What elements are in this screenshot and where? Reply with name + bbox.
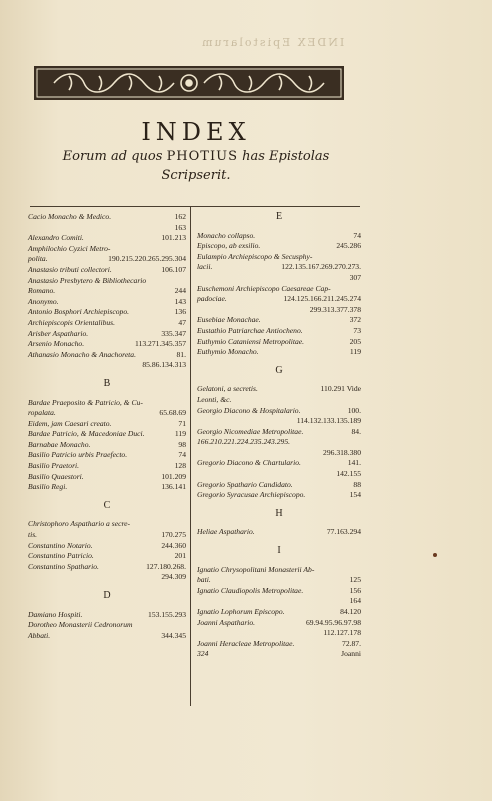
index-entry (28, 307, 186, 318)
entry-pages: 162 (174, 212, 186, 221)
index-entry (28, 350, 186, 361)
entry-pages: 163 (174, 222, 186, 232)
entry-pages: 344.345 (161, 630, 186, 640)
entry-name: Antonio Bosphori Archiepiscopo. (28, 307, 130, 317)
index-entry (28, 519, 186, 530)
index-entry (28, 398, 186, 409)
index-entry (28, 223, 186, 234)
entry-pages: 77.163.294 (326, 527, 361, 537)
entry-name: Gregorio Spathario Candidato. (197, 479, 293, 489)
index-entry (28, 482, 186, 493)
entry-pages: 69.94.95.96.97.98 (305, 617, 361, 627)
entry-pages: 372 (349, 315, 361, 325)
index-entry (197, 490, 361, 501)
entry-pages: 143 (174, 296, 186, 306)
entry-pages: 101.213 (161, 233, 186, 243)
entry-pages: 142.155 (336, 469, 361, 479)
index-entry (197, 596, 361, 607)
entry-pages: 201 (174, 551, 186, 561)
paper-stain (433, 553, 437, 557)
entry-name: Eustathio Patriarchae Antiocheno. (197, 325, 303, 335)
entry-name: Gregorio Diacono & Chartulario. (197, 458, 301, 468)
index-entry (28, 440, 186, 451)
entry-name: Gelatoni, a secretis. (197, 384, 258, 394)
index-entry (197, 649, 361, 660)
index-entry (28, 541, 186, 552)
section-letter: G (275, 364, 283, 376)
entry-pages: 81. (176, 349, 186, 359)
entry-name: Euschemoni Archiepiscopo Caesareae Cap- (197, 283, 331, 293)
left-column (28, 212, 186, 641)
entry-pages: 335.347 (161, 328, 186, 338)
entry-pages: 141. (347, 458, 361, 468)
index-entry (197, 284, 361, 295)
index-entry (28, 562, 186, 573)
entry-name: Arisber Aspathario. (28, 328, 89, 338)
entry-name: Christophoro Aspathario a secre- (28, 519, 131, 529)
entry-name: Romano. (28, 286, 56, 296)
index-entry (28, 254, 186, 265)
section-letter: H (275, 507, 283, 519)
entry-name: Constantino Notario. (28, 540, 93, 550)
index-entry (28, 212, 186, 223)
entry-pages: 136 (174, 307, 186, 317)
entry-name: Damiano Hospiti. (28, 609, 83, 619)
index-entry (28, 276, 186, 287)
entry-name: Eusebiae Monachae. (197, 315, 261, 325)
entry-pages: 205 (349, 336, 361, 346)
index-entry (28, 360, 186, 371)
entry-name: Dorotheo Monasterii Cedronorum (28, 620, 133, 630)
index-entry (197, 416, 361, 427)
entry-pages: 84. (351, 426, 361, 436)
entry-pages: 245.286 (336, 241, 361, 251)
entry-pages: 164 (349, 596, 361, 606)
index-entry (197, 607, 361, 618)
entry-name: 166.210.221.224.235.243.295. (197, 437, 291, 447)
entry-pages: Joanni (341, 649, 361, 659)
right-column (197, 212, 361, 660)
index-entry (28, 329, 186, 340)
entry-name: bati. (197, 575, 211, 585)
entry-name: Anastasio tributi collectori. (28, 264, 112, 274)
index-entry (28, 472, 186, 483)
entry-pages: 119 (174, 429, 186, 439)
entry-name: Leonti, &c. (197, 394, 232, 404)
entry-pages: 154 (349, 490, 361, 500)
entry-name: Ignatio Lophorum Episcopo. (197, 607, 285, 616)
entry-pages: 124.125.166.211.245.274 (283, 294, 361, 304)
index-entry (197, 315, 361, 326)
entry-name: padociae. (197, 294, 227, 304)
index-entry (28, 530, 186, 541)
entry-pages: 136.141 (161, 482, 186, 492)
index-entry (28, 339, 186, 350)
index-entry (197, 458, 361, 469)
entry-pages: 170.275 (161, 530, 186, 540)
index-entry (197, 565, 361, 576)
entry-pages: 84.120 (340, 607, 361, 616)
entry-pages: 125 (349, 575, 361, 585)
section-letter: E (275, 211, 283, 222)
header-rule (30, 206, 360, 207)
entry-name: Basilio Regi. (28, 482, 68, 492)
entry-pages: 294.309 (161, 572, 186, 582)
index-entry (197, 527, 361, 538)
entry-pages: 119 (349, 347, 361, 357)
index-entry (197, 448, 361, 459)
entry-pages: 85.86.134.313 (142, 360, 186, 370)
bleed-through-text: INDEX Epistolarum (200, 36, 345, 49)
index-entry (197, 294, 361, 305)
index-entry (197, 427, 361, 438)
entry-pages: 88 (353, 479, 361, 489)
index-entry (197, 347, 361, 358)
index-entry (28, 551, 186, 562)
entry-name: Heliae Aspathario. (197, 527, 255, 537)
entry-pages: 73 (353, 325, 361, 335)
entry-pages: 72.87. (342, 638, 361, 648)
entry-pages: 74 (353, 230, 361, 240)
index-entry (28, 244, 186, 255)
entry-name: Eidem, jam Caesari creato. (28, 418, 112, 428)
index-subtitle: Eorum ad quos PHOTIUS has Epistolas Scripserit. (62, 149, 330, 183)
index-entry (197, 586, 361, 597)
entry-name: Constantino Spathario. (28, 561, 99, 571)
entry-pages: 114.132.133.135.189 (296, 416, 361, 426)
index-entry (28, 572, 186, 583)
entry-name: ropalata. (28, 408, 56, 418)
entry-pages: 98 (178, 439, 186, 449)
entry-pages: 122.135.167.269.270.273. (281, 262, 361, 272)
index-title: INDEX (141, 118, 251, 146)
entry-name: Bardae Patricio, & Macedoniae Duci. (28, 429, 145, 439)
entry-name: Ignatio Claudiopolis Metropolitae. (197, 585, 304, 595)
entry-pages: 71 (178, 418, 186, 428)
entry-pages: 153.155.293 (148, 609, 186, 619)
index-entry (28, 450, 186, 461)
index-entry (197, 639, 361, 650)
index-entry (197, 618, 361, 629)
entry-name: lacii. (197, 262, 213, 272)
entry-name: Ignatio Chrysopolitani Monasterii Ab- (197, 564, 315, 574)
entry-name: Basilio Quaestori. (28, 471, 84, 481)
index-entry (28, 408, 186, 419)
entry-pages: 65.68.69 (159, 408, 186, 418)
column-divider (190, 206, 191, 706)
index-entry (197, 628, 361, 639)
index-entry (28, 297, 186, 308)
entry-name: Gregorio Syracusae Archiepiscopo. (197, 490, 306, 500)
index-entry (197, 241, 361, 252)
index-entry (28, 631, 186, 642)
index-entry (28, 419, 186, 430)
index-entry (197, 575, 361, 586)
ornamental-headpiece (34, 66, 344, 100)
entry-name: Alexandro Comiti. (28, 233, 84, 243)
index-entry (28, 233, 186, 244)
entry-name: Georgio Diacono & Hospitalario. (197, 405, 301, 415)
entry-name: Archiepiscopis Orientalibus. (28, 317, 116, 327)
entry-pages: 100. (347, 405, 361, 415)
entry-name: Arsenio Monacho. (28, 339, 85, 349)
entry-pages: 101.209 (161, 471, 186, 481)
entry-name: Anonymo. (28, 296, 59, 306)
entry-pages: 127.180.268. (146, 561, 186, 571)
entry-name: polita. (28, 254, 48, 264)
index-entry (28, 429, 186, 440)
index-entry (28, 265, 186, 276)
index-entry (197, 231, 361, 242)
entry-pages: 128 (174, 461, 186, 471)
entry-name: Basilio Patricio urbis Praefecto. (28, 450, 128, 460)
section-letter: C (103, 499, 111, 511)
entry-pages: 190.215.220.265.295.304 (108, 254, 186, 264)
entry-pages: 299.313.377.378 (309, 304, 361, 314)
entry-pages: 74 (178, 450, 186, 460)
index-entry (197, 469, 361, 480)
entry-name: Anastasio Presbytero & Bibliothecario (28, 275, 147, 285)
entry-name: Athanasio Monacho & Anachoreta. (28, 349, 136, 359)
index-entry (28, 318, 186, 329)
entry-name: Constantino Patricio. (28, 551, 94, 561)
entry-pages: 244 (174, 286, 186, 296)
index-entry (197, 262, 361, 273)
index-entry (28, 286, 186, 297)
entry-name: tis. (28, 530, 38, 540)
entry-pages: 113.271.345.357 (135, 339, 186, 349)
index-entry (197, 395, 361, 406)
index-entry (197, 326, 361, 337)
entry-name: Joanni Heracleae Metropolitae. (197, 638, 295, 648)
index-entry (197, 384, 361, 395)
index-entry (28, 461, 186, 472)
index-entry (197, 273, 361, 284)
index-entry (197, 480, 361, 491)
entry-name: Abbati. (28, 630, 51, 640)
entry-name: Cacio Monacho & Medico. (28, 212, 112, 221)
entry-name: Barnabae Monacho. (28, 439, 91, 449)
section-letter: I (277, 545, 281, 557)
index-entry (197, 437, 361, 448)
entry-pages: 296.318.380 (323, 447, 361, 457)
entry-pages: 110.291 Vide (320, 384, 361, 394)
entry-name: Basilio Praetori. (28, 461, 80, 471)
entry-name: Amphilochio Cyzici Metro- (28, 243, 111, 253)
entry-name: Euthymio Monacho. (197, 347, 259, 357)
entry-name: Monacho collapso. (197, 230, 256, 240)
entry-name: Euthymio Cataniensi Metropolitae. (197, 336, 305, 346)
entry-name: Eulampio Archiepiscopo & Secusphy- (197, 251, 313, 261)
section-letter: D (103, 590, 111, 601)
index-entry (197, 252, 361, 263)
entry-pages: 156 (349, 585, 361, 595)
entry-name: 324 (197, 649, 209, 659)
entry-pages: 47 (178, 317, 186, 327)
entry-name: Bardae Praeposito & Patricio, & Cu- (28, 397, 143, 407)
entry-name: Joanni Aspathario. (197, 617, 256, 627)
entry-name: Georgio Nicomediae Metropolitae. (197, 426, 304, 436)
entry-pages: 106.107 (161, 264, 186, 274)
index-entry (197, 305, 361, 316)
entry-pages: 112.127.178 (323, 628, 361, 638)
section-letter: B (103, 377, 111, 389)
entry-name: Episcopo, ab exsilio. (197, 241, 261, 251)
index-entry (28, 610, 186, 621)
index-entry (197, 337, 361, 348)
index-entry (28, 620, 186, 631)
index-entry (197, 406, 361, 417)
entry-pages: 307 (349, 272, 361, 282)
entry-pages: 244.360 (161, 540, 186, 550)
